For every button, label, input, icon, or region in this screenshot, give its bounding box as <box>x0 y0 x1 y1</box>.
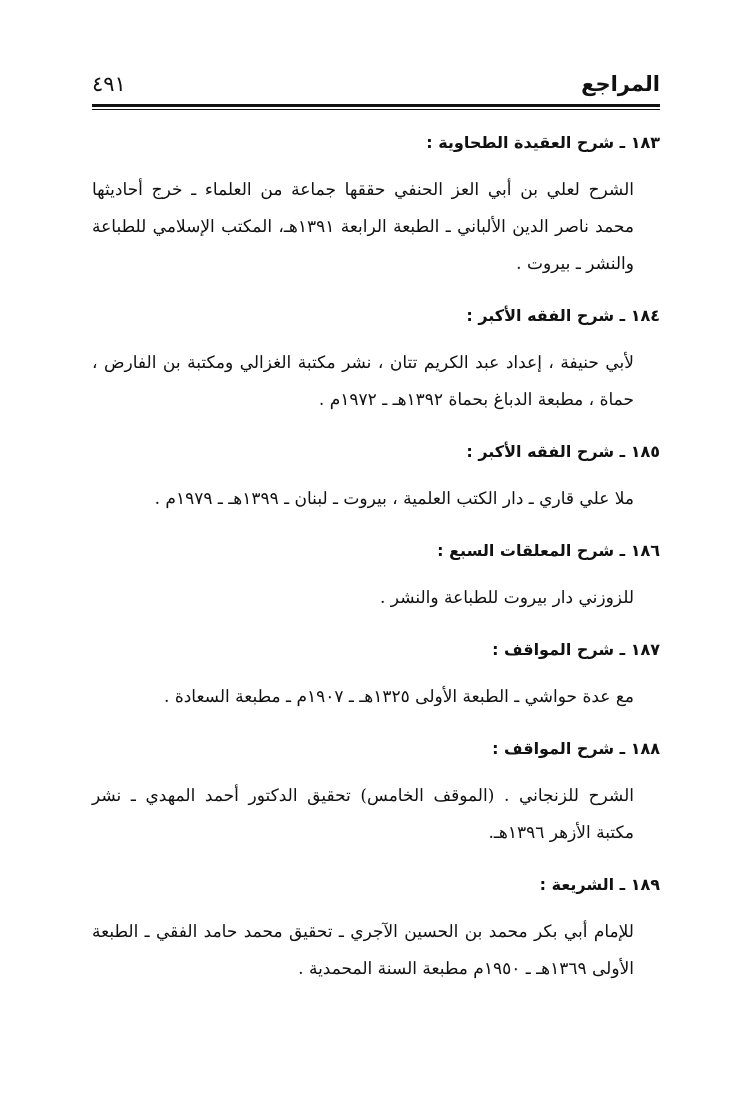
reference-entry <box>92 635 660 716</box>
reference-entry <box>92 301 660 419</box>
running-title: المراجع <box>581 72 660 96</box>
header-rule-thick <box>92 104 660 107</box>
header-rule-thin <box>92 109 660 110</box>
reference-description: الشرح للزنجاني . (الموقف الخامس) تحقيق الدكتور أحمد المهدي ـ نشر مكتبة الأزهر ١٣٩٦هـ. <box>92 786 634 843</box>
reference-entry <box>92 437 660 518</box>
reference-description: الشرح لعلي بن أبي العز الحنفي حققها جماعة من العلماء ـ خرج أحاديثها محمد ناصر الدين الألباني ـ الطبعة الرابعة ١٣٩١هـ، المكتب الإسلامي للطباعة والنشر ـ بيروت . <box>92 180 634 274</box>
reference-title: ١٨٤ ـ شرح الفقه الأكبر : <box>466 306 660 325</box>
reference-title: ١٨٨ ـ شرح المواقف : <box>492 739 660 758</box>
reference-entry <box>92 128 660 283</box>
references-list <box>92 128 660 1006</box>
reference-title: ١٨٥ ـ شرح الفقه الأكبر : <box>466 442 660 461</box>
reference-description: مع عدة حواشي ـ الطبعة الأولى ١٣٢٥هـ ـ ١٩٠٧م ـ مطبعة السعادة . <box>164 687 634 707</box>
page-header <box>92 66 660 112</box>
reference-entry <box>92 734 660 852</box>
reference-description: للزوزني دار بيروت للطباعة والنشر . <box>380 588 634 608</box>
reference-title: ١٨٦ ـ شرح المعلقات السبع : <box>437 541 660 560</box>
page-number: ٤٩١ <box>92 72 126 96</box>
reference-description: لأبي حنيفة ، إعداد عبد الكريم تتان ، نشر مكتبة الغزالي ومكتبة بن الفارض ، حماة ، مطبعة الدباغ بحماة ١٣٩٢هـ ـ ١٩٧٢م . <box>92 353 634 410</box>
reference-entry <box>92 536 660 617</box>
reference-description: للإمام أبي بكر محمد بن الحسين الآجري ـ تحقيق محمد حامد الفقي ـ الطبعة الأولى ١٣٦٩هـ ـ ١٩٥٠م مطبعة السنة المحمدية . <box>92 922 634 979</box>
reference-entry <box>92 870 660 988</box>
reference-description: ملا علي قاري ـ دار الكتب العلمية ، بيروت ـ لبنان ـ ١٣٩٩هـ ـ ١٩٧٩م . <box>154 489 634 509</box>
reference-title: ١٨٧ ـ شرح المواقف : <box>492 640 660 659</box>
reference-title: ١٨٣ ـ شرح العقيدة الطحاوية : <box>426 133 660 152</box>
reference-title: ١٨٩ ـ الشريعة : <box>539 875 660 894</box>
